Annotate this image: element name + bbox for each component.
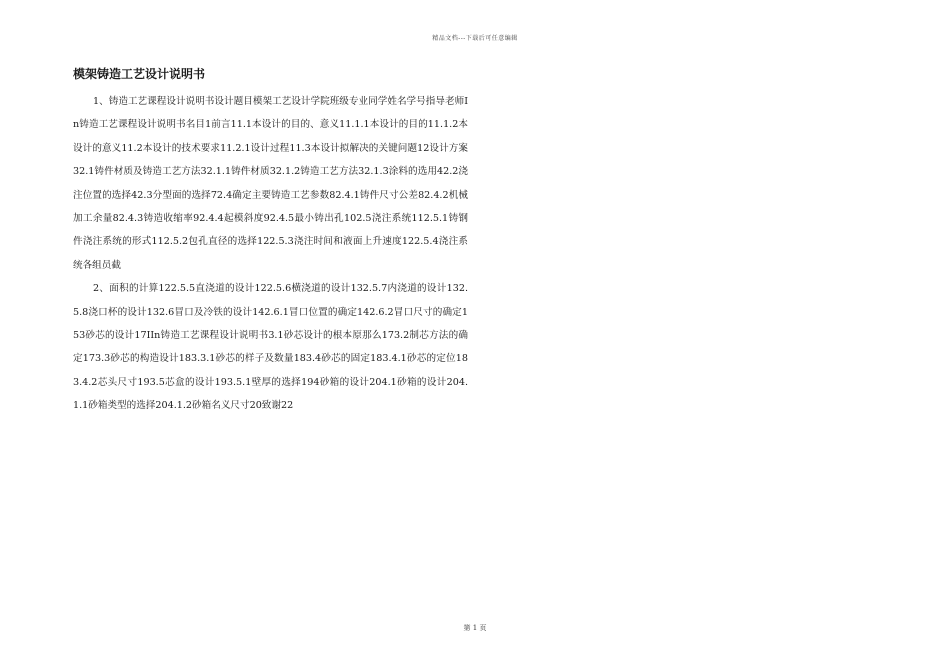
header-note: 精品文档---下载后可任意编辑 xyxy=(432,35,518,42)
document-body xyxy=(73,66,468,418)
paragraph-1: 1、铸造工艺课程设计说明书设计题目模架工艺设计学院班级专业同学姓名学号指导老师In铸造工艺课程设计说明书名目1前言11.1本设计的目的、意义11.1.1本设计的目的11.1.2本设计的意义11.2本设计的技术要求11.2.1设计过程11.3本设计拟解决的关键问题12设计方案32.1铸件材质及铸造工艺方法32.1.1铸件材质32.1.2铸造工艺方法32.1.3涂料的选用42.2浇注位置的选择42.3分型面的选择72.4确定主要铸造工艺参数82.4.1铸件尺寸公差82.4.2机械加工余量82.4.3铸造收缩率92.4.4起模斜度92.4.5最小铸出孔102.5浇注系统112.5.1铸钢件浇注系统的形式112.5.2包孔直径的选择122.5.3浇注时间和液面上升速度122.5.4浇注系统各组员截 xyxy=(73,96,468,271)
page-number: 第 1 页 xyxy=(463,624,487,632)
document-title: 模架铸造工艺设计说明书 xyxy=(73,67,206,81)
paragraph-2: 2、面积的计算122.5.5直浇道的设计122.5.6横浇道的设计132.5.7内浇道的设计132.5.8浇口杯的设计132.6冒口及冷铁的设计142.6.1冒口位置的确定142.6.2冒口尺寸的确定153砂芯的设计17IIn铸造工艺课程设计说明书3.1砂芯设计的根本原那么173.2制芯方法的确定173.3砂芯的构造设计183.3.1砂芯的样子及数量183.4砂芯的固定183.4.1砂芯的定位183.4.2芯头尺寸193.5芯盒的设计193.5.1壁厚的选择194砂箱的设计204.1砂箱的设计204.1.1砂箱类型的选择204.1.2砂箱名义尺寸20致谢22 xyxy=(73,283,468,412)
